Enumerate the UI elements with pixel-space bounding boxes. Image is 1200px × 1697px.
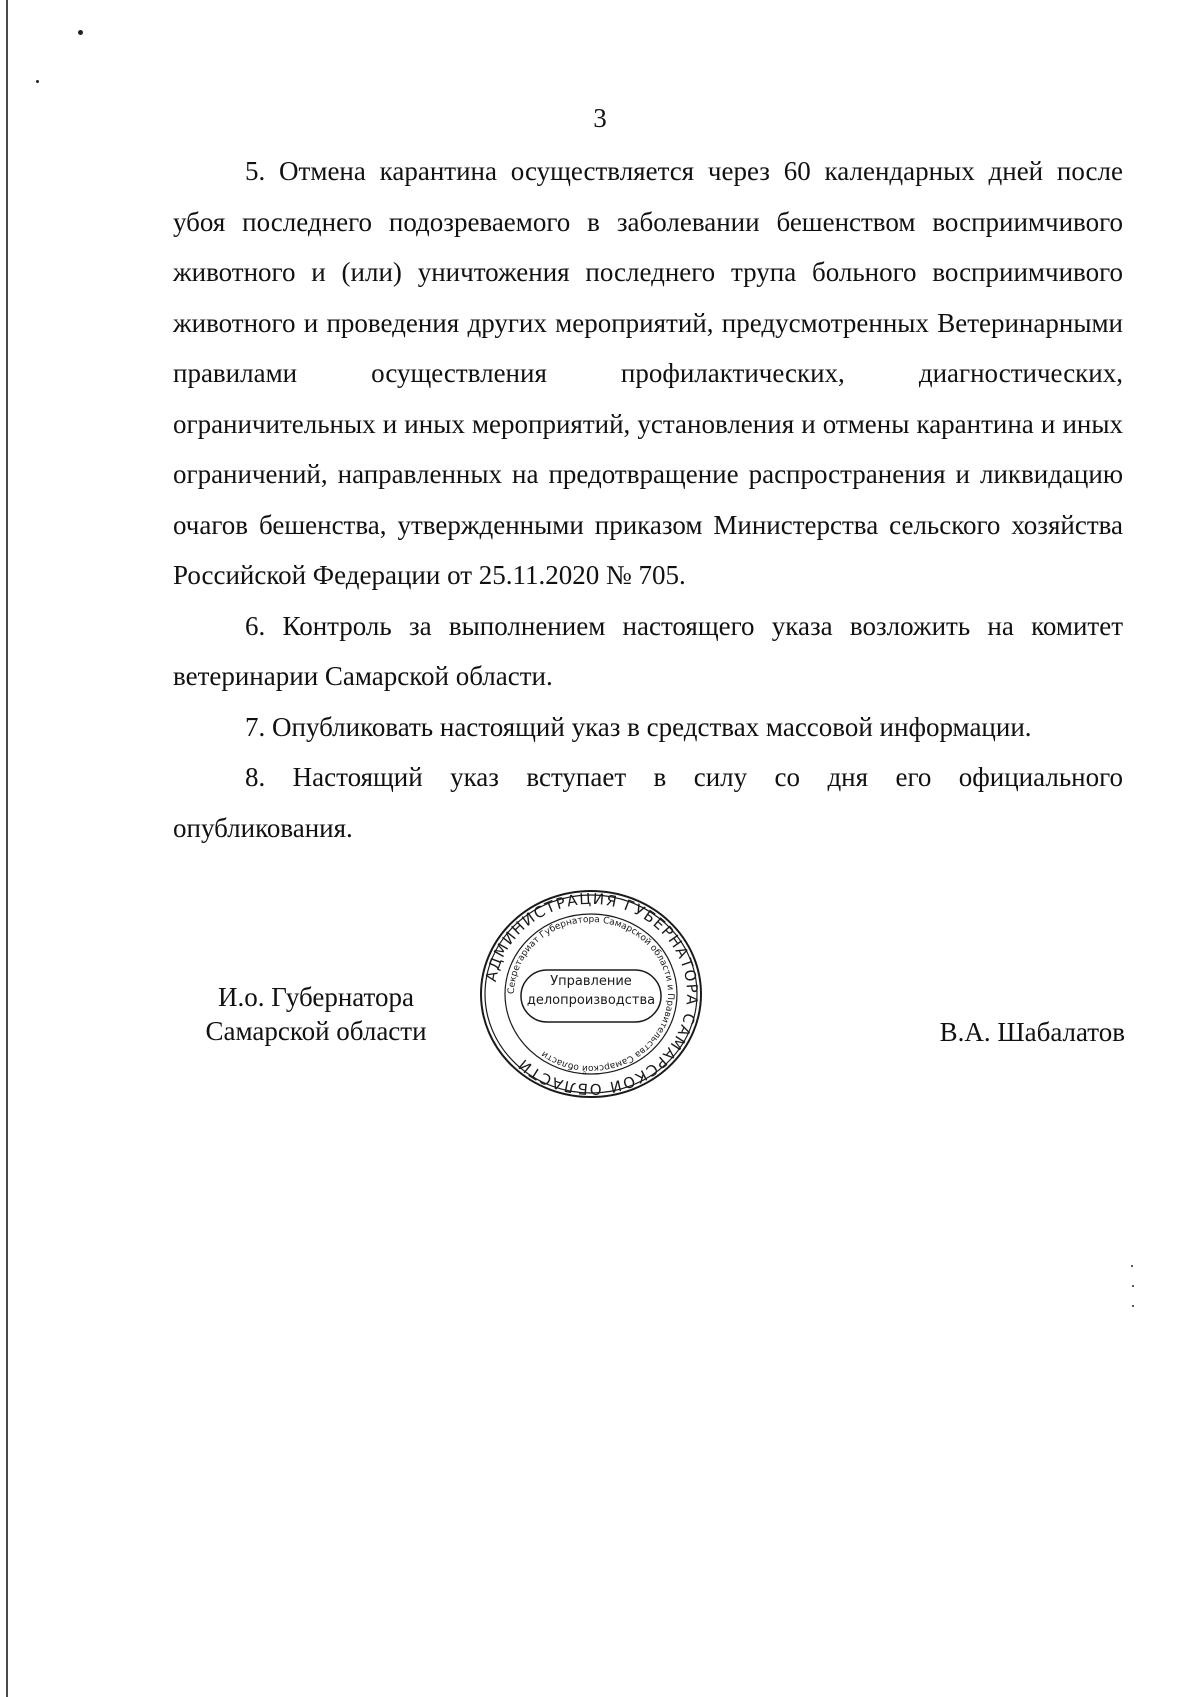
signatory-title-line1: И.о. Губернатора xyxy=(217,982,414,1012)
paragraph-5: 5. Отмена карантина осуществляется через 60 календарных дней после убоя последнего подозреваемого в заболевании бешенством восприимчивого животного и (или) уничтожения последнего трупа больного восприимчивого животного и проведения других мероприятий, предусмотренных Ветеринарными правилами осуществления профилактических, диагностических, ограничительных и иных мероприятий, установления и отмены карантина и иных ограничений, направленных на предотвращение распространения и ликвидацию очагов бешенства, утвержденными приказом Министерства сельского хозяйства Российской Федерации от 25.11.2020 № 705. xyxy=(173,156,1123,590)
signatory-title xyxy=(186,980,446,1048)
seal-center-line2: делопроизводства xyxy=(526,993,656,1008)
scan-speck xyxy=(36,80,39,83)
scan-speck xyxy=(1131,1265,1133,1267)
seal-outer-text: АДМИНИСТРАЦИЯ ГУБЕРНАТОРА САМАРСКОЙ ОБЛАСТИ xyxy=(481,889,702,1099)
paragraph-6: 6. Контроль за выполнением настоящего указа возложить на комитет ветеринарии Самарской области. xyxy=(173,610,1123,691)
scan-speck xyxy=(1132,1305,1134,1307)
scan-speck xyxy=(78,30,83,35)
scan-speck xyxy=(1132,1285,1134,1287)
seal-center-line1: Управление xyxy=(550,974,632,989)
page-number: 3 xyxy=(593,103,607,133)
scan-edge-line xyxy=(6,0,8,1697)
paragraph-8: 8. Настоящий указ вступает в силу со дня его официального опубликования. xyxy=(173,762,1123,843)
seal-inner-text: Секретариат Губернатора Самарской области и Правительства Самарской области xyxy=(506,914,676,1074)
seal-center-text xyxy=(521,968,661,1028)
official-seal xyxy=(478,888,704,1100)
paragraph-7: 7. Опубликовать настоящий указ в средствах массовой информации. xyxy=(245,711,1032,742)
document-body xyxy=(173,146,1123,853)
signatory-name: В.А. Шабалатов xyxy=(939,1017,1125,1047)
signatory-title-line2: Самарской области xyxy=(205,1016,427,1046)
